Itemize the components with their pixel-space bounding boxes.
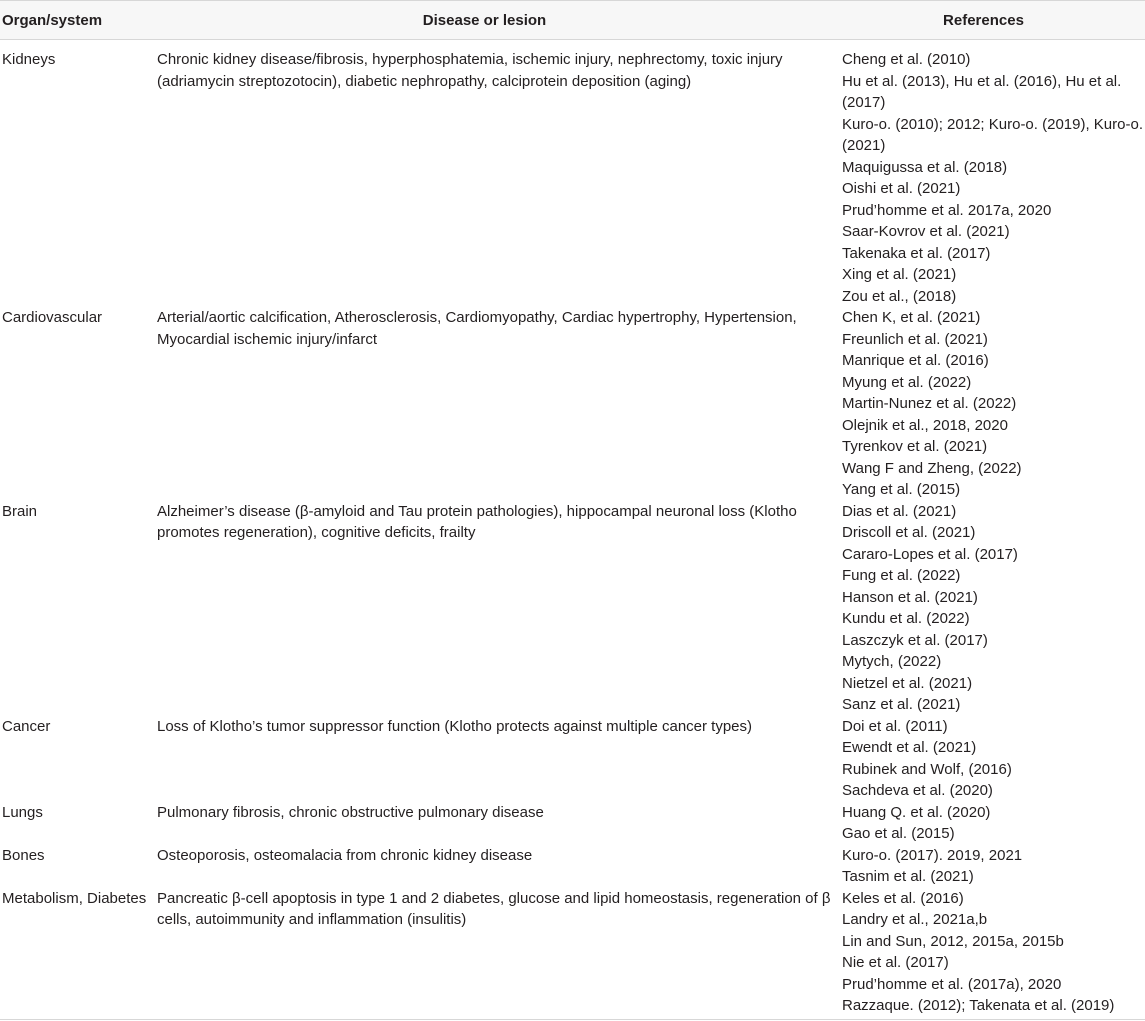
- disease-cell: Chronic kidney disease/fibrosis, hyperphosphatemia, ischemic injury, nephrectomy, toxic injury (adriamycin streptozotocin), diabetic nephropathy, calciprotein deposition (aging): [157, 51, 783, 90]
- reference-line: Tyrenkov et al. (2021): [842, 438, 988, 455]
- references-cell: [842, 307, 1145, 501]
- reference-line: Cararo-Lopes et al. (2017): [842, 545, 1018, 563]
- reference-line: Myung et al. (2022): [842, 373, 972, 391]
- reference-line: Sachdeva et al. (2020): [842, 782, 993, 799]
- reference-line: Kuro-o. (2010); 2012; Kuro-o. (2019), Kuro-o.: [842, 115, 1143, 133]
- reference-line: (2021): [842, 137, 886, 154]
- reference-line: Chen K, et al. (2021): [842, 309, 981, 326]
- table-row: [0, 888, 1145, 1017]
- reference-line: Oishi et al. (2021): [842, 180, 961, 197]
- reference-line: Hu et al. (2013), Hu et al. (2016), Hu et al.: [842, 72, 1122, 90]
- table-row: [0, 802, 1145, 845]
- reference-line: Driscoll et al. (2021): [842, 524, 976, 541]
- table-row: [0, 307, 1145, 501]
- references-cell: [842, 845, 1145, 888]
- reference-line: Xing et al. (2021): [842, 266, 957, 283]
- reference-line: Kundu et al. (2022): [842, 610, 970, 627]
- reference-line: Hanson et al. (2021): [842, 588, 978, 606]
- reference-line: Sanz et al. (2021): [842, 696, 961, 713]
- disease-cell: Loss of Klotho’s tumor suppressor function (Klotho protects against multiple cancer types): [157, 717, 753, 735]
- table-row: [0, 501, 1145, 716]
- reference-line: Razzaque. (2012); Takenata et al. (2019): [842, 997, 1115, 1014]
- references-cell: [842, 716, 1145, 802]
- reference-line: Prud’homme et al. 2017a, 2020: [842, 201, 1052, 219]
- reference-line: Dias et al. (2021): [842, 502, 957, 520]
- reference-line: Freunlich et al. (2021): [842, 330, 988, 348]
- organ-cell: Metabolism, Diabetes: [2, 889, 147, 907]
- reference-line: Wang F and Zheng, (2022): [842, 459, 1022, 477]
- reference-line: Gao et al. (2015): [842, 825, 955, 842]
- reference-line: Yang et al. (2015): [842, 481, 961, 498]
- reference-line: Ewendt et al. (2021): [842, 739, 977, 756]
- reference-line: Tasnim et al. (2021): [842, 868, 974, 885]
- organ-cell: Bones: [2, 846, 45, 864]
- reference-line: Doi et al. (2011): [842, 717, 948, 735]
- reference-line: Olejnik et al., 2018, 2020: [842, 416, 1008, 434]
- table-row: [0, 716, 1145, 802]
- reference-line: Martin-Nunez et al. (2022): [842, 395, 1017, 412]
- reference-line: (2017): [842, 94, 886, 111]
- organ-cell: Cardiovascular: [2, 309, 103, 326]
- table-row: [0, 49, 1145, 307]
- organ-cell: Lungs: [2, 803, 43, 821]
- reference-line: Cheng et al. (2010): [842, 51, 971, 68]
- organ-cell: Brain: [2, 502, 38, 520]
- references-cell: [842, 501, 1145, 716]
- reference-line: Saar-Kovrov et al. (2021): [842, 223, 1010, 240]
- references-cell: [842, 49, 1145, 307]
- disease-cell: Pulmonary fibrosis, chronic obstructive pulmonary disease: [157, 803, 544, 821]
- reference-line: Kuro-o. (2017). 2019, 2021: [842, 846, 1023, 864]
- disease-cell: Alzheimer’s disease (β-amyloid and Tau protein pathologies), hippocampal neuronal loss (Klotho promotes regeneration), cognitive deficits, frailty: [157, 502, 797, 541]
- references-cell: [842, 888, 1145, 1017]
- header-organ-system: Organ/system: [2, 11, 103, 29]
- header-disease-lesion: Disease or lesion: [422, 11, 547, 29]
- reference-line: Keles et al. (2016): [842, 889, 964, 907]
- reference-line: Manrique et al. (2016): [842, 352, 989, 369]
- reference-line: Mytych, (2022): [842, 653, 942, 670]
- reference-line: Landry et al., 2021a,b: [842, 911, 988, 928]
- reference-line: Fung et al. (2022): [842, 567, 961, 584]
- disease-cell: Osteoporosis, osteomalacia from chronic kidney disease: [157, 846, 533, 864]
- reference-line: Lin and Sun, 2012, 2015a, 2015b: [842, 932, 1064, 950]
- header-references: References: [943, 11, 1024, 29]
- reference-line: Prud’homme et al. (2017a), 2020: [842, 975, 1062, 993]
- table-header: [0, 0, 1145, 40]
- references-cell: [842, 802, 1145, 845]
- reference-line: Zou et al., (2018): [842, 287, 957, 305]
- reference-line: Nietzel et al. (2021): [842, 674, 973, 692]
- reference-line: Huang Q. et al. (2020): [842, 803, 991, 821]
- reference-line: Takenaka et al. (2017): [842, 244, 991, 262]
- organ-cell: Cancer: [2, 717, 51, 735]
- organ-cell: Kidneys: [2, 51, 56, 68]
- table-bottom-rule: [0, 1019, 1145, 1020]
- table-row: [0, 845, 1145, 888]
- reference-line: Rubinek and Wolf, (2016): [842, 760, 1012, 778]
- reference-line: Laszczyk et al. (2017): [842, 631, 988, 649]
- disease-cell: Pancreatic β-cell apoptosis in type 1 and 2 diabetes, glucose and lipid homeostasis, regeneration of β cells, autoimmunity and inflammation (insulitis): [157, 889, 831, 928]
- disease-cell: Arterial/aortic calcification, Atherosclerosis, Cardiomyopathy, Cardiac hypertrophy, Hypertension, Myocardial ischemic injury/infarct: [157, 309, 797, 348]
- reference-line: Maquigussa et al. (2018): [842, 158, 1008, 176]
- reference-line: Nie et al. (2017): [842, 954, 949, 971]
- table-body: [0, 40, 1145, 1017]
